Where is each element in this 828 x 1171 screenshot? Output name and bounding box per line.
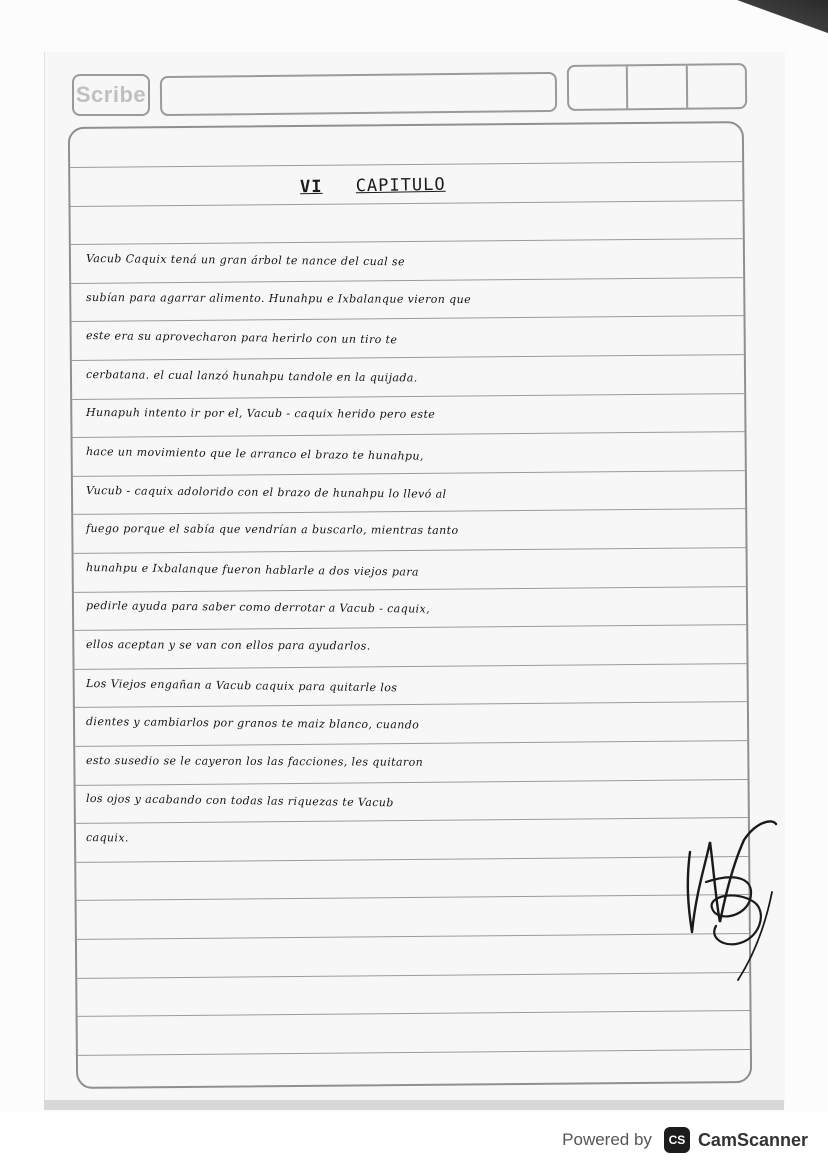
handwritten-line: los ojos y acabando con todas las riquezas te Vacub — [85, 792, 394, 810]
handwritten-line: esto susedio se le cayeron los las facciones, les quitaron — [85, 753, 424, 769]
handwritten-line: Hunapuh intento ir por el, Vacub - caquix herido pero este — [85, 406, 436, 422]
notebook-edge — [44, 1100, 784, 1110]
ruled-line — [74, 547, 746, 554]
date-cell-year — [687, 65, 745, 108]
ruled-line — [71, 238, 743, 245]
ruled-line — [72, 315, 744, 322]
notebook-brand-text: Scribe — [75, 82, 147, 107]
ruled-line — [70, 161, 742, 168]
ruled-line — [73, 508, 745, 515]
date-cell-month — [628, 66, 688, 109]
handwritten-line: ellos aceptan y se van con ellos para ayudarlos. — [85, 638, 371, 653]
date-cell-day — [569, 66, 629, 109]
handwritten-line: pedirle ayuda para saber como derrotar a Vacub - caquix, — [85, 599, 431, 616]
handwritten-line: caquix. — [85, 831, 129, 845]
ruled-line — [77, 894, 749, 901]
handwritten-line: Vucub - caquix adolorido con el brazo de hunahpu lo llevó al — [85, 483, 447, 501]
ruled-line — [75, 663, 747, 670]
ruled-line — [73, 431, 745, 438]
camscanner-brand: CamScanner — [697, 1129, 808, 1150]
ruled-line — [76, 779, 748, 786]
chapter-heading — [300, 175, 446, 198]
ruled-line — [76, 817, 748, 824]
ruled-line — [71, 200, 743, 207]
handwritten-line: dientes y cambiarlos por granos te maiz blanco, cuando — [85, 715, 420, 732]
ruled-line — [78, 1049, 750, 1056]
ruled-line — [72, 354, 744, 361]
ruled-line — [77, 972, 749, 979]
ruled-line — [77, 933, 749, 940]
ruled-line — [73, 470, 745, 477]
notebook-brand-logo — [72, 74, 150, 116]
handwritten-line: hunahpu e Ixbalanque fueron hablarle a dos viejos para — [85, 560, 419, 579]
handwritten-line: subían para agarrar alimento. Hunahpu e Ixbalanque vieron que — [85, 290, 472, 306]
camscanner-logo-icon: CS — [664, 1127, 690, 1153]
handwritten-line: cerbatana. el cual lanzó hunahpu tandole en la quijada. — [85, 367, 418, 385]
handwritten-line: Los Viejos engañan a Vacub caquix para quitarle los — [85, 676, 398, 694]
ruled-line — [75, 740, 747, 747]
ruled-line — [72, 393, 744, 400]
powered-by-label: Powered by — [562, 1130, 652, 1149]
ruled-line — [76, 856, 748, 863]
ruled-line — [78, 1010, 750, 1017]
camscanner-watermark — [562, 1124, 808, 1156]
chapter-title: CAPITULO — [355, 174, 446, 197]
ruled-line — [75, 701, 747, 708]
handwritten-line: hace un movimiento que le arranco el brazo te hunahpu, — [85, 445, 424, 463]
ruled-line — [74, 586, 746, 593]
signature-scribble — [676, 812, 786, 992]
handwritten-line: Vacub Caquix tená un gran árbol te nance del cual se — [85, 252, 405, 269]
scan-shadow-corner — [738, 0, 828, 40]
header-title-field — [160, 72, 557, 116]
handwritten-line: este era su aprovecharon para herirlo con un tiro te — [85, 329, 398, 347]
header-date-field — [567, 63, 747, 111]
ruled-line — [71, 277, 743, 284]
handwritten-line: fuego porque el sabía que vendrían a buscarlo, mientras tanto — [85, 522, 459, 538]
chapter-number: VI — [299, 176, 323, 198]
ruled-line — [74, 624, 746, 631]
